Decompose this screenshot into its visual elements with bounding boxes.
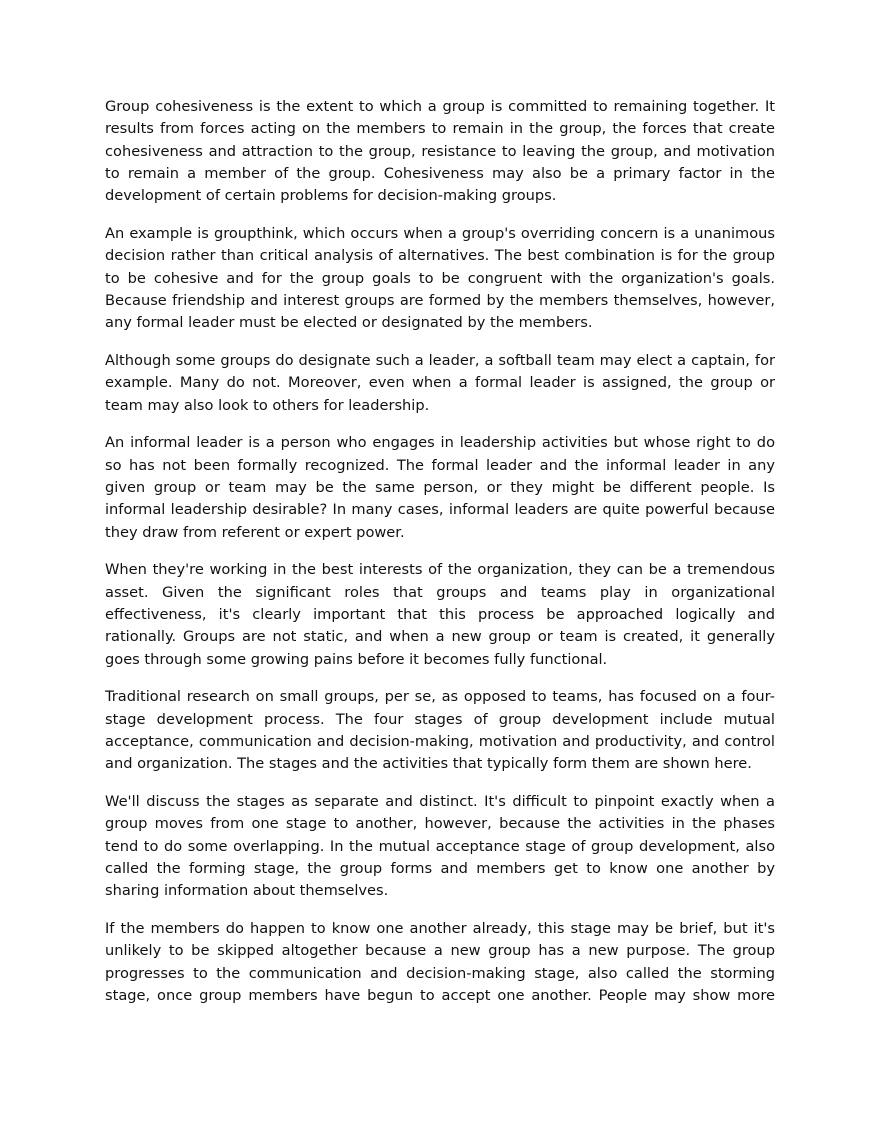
document-body bbox=[105, 96, 775, 1023]
paragraph-group-asset: When they're working in the best interests of the organization, they can be a tremendous asset. Given the significant roles that groups and teams play in organizational effectiveness, it's clearly important that this process be approached logically and rationally. Groups are not static, and when a new group or team is created, it generally goes through some growing pains before it becomes fully functional. bbox=[105, 561, 775, 668]
paragraph-storming-stage: If the members do happen to know one another already, this stage may be brief, but it's unlikely to be skipped altogether because a new group has a new purpose. The group progresses to the communication and decision-making stage, also called the storming stage, once group members have begun to accept one another. People may show more bbox=[105, 920, 775, 1004]
paragraph-cohesiveness: Group cohesiveness is the extent to which a group is committed to remaining together. It results from forces acting on the members to remain in the group, the forces that create cohesiveness and attraction to the group, resistance to leaving the group, and motivation to remain a member of the group. Cohesiveness may also be a primary factor in the development of certain problems for decision-making groups. bbox=[105, 98, 775, 205]
paragraph-forming-stage: We'll discuss the stages as separate and distinct. It's difficult to pinpoint exactly when a group moves from one stage to another, however, because the activities in the phases tend to do some overlapping. In the mutual acceptance stage of group development, also called the forming stage, the group forms and members get to know one another by sharing information about themselves. bbox=[105, 793, 775, 900]
paragraph-informal-leader: An informal leader is a person who engages in leadership activities but whose right to do so has not been formally recognized. The formal leader and the informal leader in any given group or team may be the same person, or they might be different people. Is informal leadership desirable? In many cases, informal leaders are quite powerful because they draw from referent or expert power. bbox=[105, 434, 775, 541]
paragraph-formal-leader: Although some groups do designate such a leader, a softball team may elect a captain, for example. Many do not. Moreover, even when a formal leader is assigned, the group or team may also look to others for leadership. bbox=[105, 351, 775, 414]
paragraph-groupthink: An example is groupthink, which occurs when a group's overriding concern is a unanimous decision rather than critical analysis of alternatives. The best combination is for the group to be cohesive and for the group goals to be congruent with the organization's goals. Because friendship and interest groups are formed by the members themselves, however, any formal leader must be elected or designated by the members. bbox=[105, 224, 775, 332]
paragraph-four-stages: Traditional research on small groups, per se, as opposed to teams, has focused on a four-stage development process. The four stages of group development include mutual acceptance, communication and decision-making, motivation and productivity, and control and organization. The stages and the activities that typically form them are shown here. bbox=[105, 688, 775, 773]
